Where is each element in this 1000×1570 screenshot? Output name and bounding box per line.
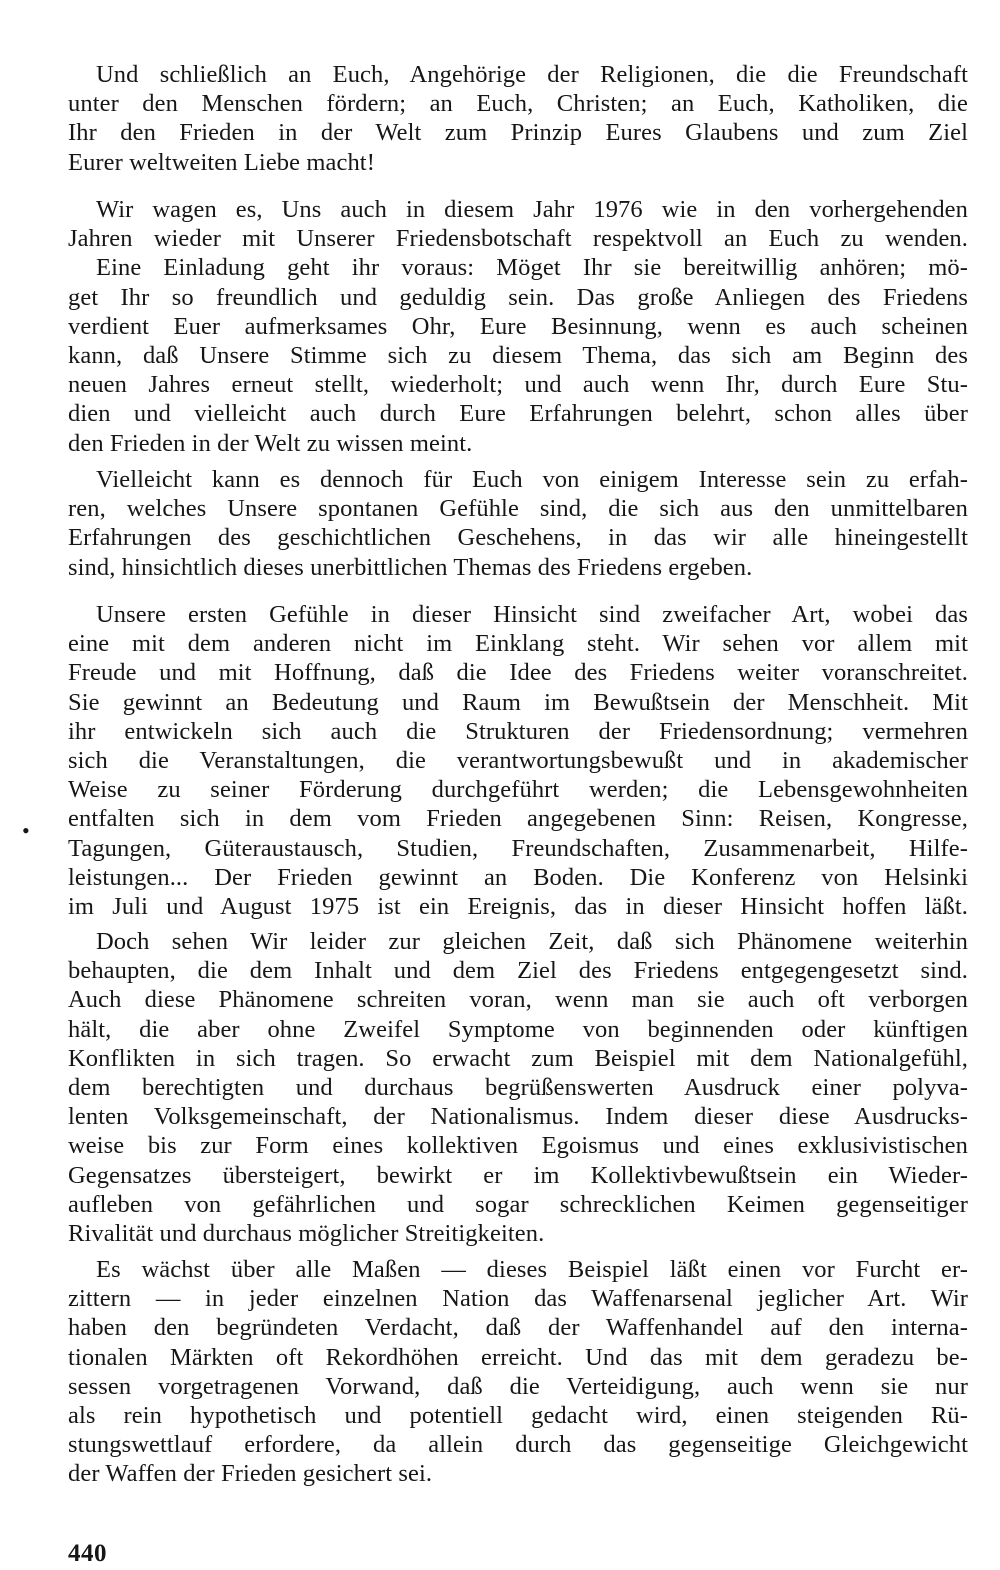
text-line: ren, welches Unsere spontanen Gefühle sind, die sich aus den unmittelbaren [68, 495, 968, 523]
text-line: Eurer weltweiten Liebe macht! [68, 148, 375, 176]
text-line: als rein hypothetisch und potentiell gedacht wird, einen steigenden Rü- [68, 1401, 968, 1429]
text-line: hält, die aber ohne Zweifel Symptome von beginnenden oder künftigen [68, 1015, 968, 1043]
text-line: sind, hinsichtlich dieses unerbittlichen Themas des Friedens ergeben. [68, 553, 753, 581]
text-line: get Ihr so freundlich und geduldig sein. Das große Anliegen des Friedens [68, 283, 968, 311]
text-line: Doch sehen Wir leider zur gleichen Zeit, daß sich Phänomene weiterhin [96, 928, 968, 955]
text-line: dien und vielleicht auch durch Eure Erfahrungen belehrt, schon alles über [68, 400, 968, 428]
text-line: stungswettlauf erfordere, da allein durch das gegenseitige Gleichgewicht [68, 1431, 968, 1459]
text-line: Eine Einladung geht ihr voraus: Möget Ihr sie bereitwillig anhören; mö- [96, 254, 968, 282]
paragraph-1 [68, 60, 968, 177]
paragraph-3 [68, 465, 968, 582]
text-line: kann, daß Unsere Stimme sich zu diesem Thema, das sich am Beginn des [68, 341, 968, 369]
text-line: Weise zu seiner Förderung durchgeführt werden; die Lebensgewohnheiten [68, 776, 968, 804]
text-line: unter den Menschen fördern; an Euch, Christen; an Euch, Katholiken, die [68, 90, 968, 118]
text-line: Tagungen, Güteraustausch, Studien, Freundschaften, Zusammenarbeit, Hilfe- [68, 834, 968, 862]
text-line: Vielleicht kann es dennoch für Euch von einigem Interesse sein zu erfah- [96, 466, 968, 493]
text-line: lenten Volksgemeinschaft, der Nationalismus. Indem dieser diese Ausdrucks- [68, 1103, 968, 1131]
text-line: ihr entwickeln sich auch die Strukturen der Friedensordnung; vermehren [68, 717, 968, 745]
text-line: Jahren wieder mit Unserer Friedensbotschaft respektvoll an Euch zu wenden. [68, 225, 968, 253]
text-line: entfalten sich in dem vom Frieden angegebenen Sinn: Reisen, Kongresse, [68, 805, 968, 833]
text-line: neuen Jahres erneut stellt, wiederholt; und auch wenn Ihr, durch Eure Stu- [68, 371, 968, 399]
text-line: haben den begründeten Verdacht, daß der Waffenhandel auf den interna- [68, 1314, 968, 1342]
text-line: behaupten, die dem Inhalt und dem Ziel des Friedens entgegengesetzt sind. [68, 957, 968, 985]
page-number: 440 [68, 1540, 107, 1567]
text-line: aufleben von gefährlichen und sogar schrecklichen Keimen gegenseitiger [68, 1190, 968, 1218]
paragraph-2 [68, 195, 968, 458]
text-line: Erfahrungen des geschichtlichen Geschehens, in das wir alle hineingestellt [68, 524, 968, 552]
text-line: tionalen Märkten oft Rekordhöhen erreicht. Und das mit dem geradezu be- [68, 1343, 968, 1371]
text-line: Und schließlich an Euch, Angehörige der Religionen, die die Freundschaft [96, 61, 968, 88]
text-line: Wir wagen es, Uns auch in diesem Jahr 1976 wie in den vorhergehenden [96, 196, 968, 223]
text-line: Es wächst über alle Maßen — dieses Beispiel läßt einen vor Furcht er- [96, 1256, 968, 1283]
text-line: leistungen... Der Frieden gewinnt an Boden. Die Konferenz von Helsinki [68, 863, 968, 891]
text-line: im Juli und August 1975 ist ein Ereignis, das in dieser Hinsicht hoffen läßt. [68, 892, 968, 920]
text-line: Unsere ersten Gefühle in dieser Hinsicht sind zweifacher Art, wobei das [96, 601, 968, 628]
text-line: verdient Euer aufmerksames Ohr, Eure Besinnung, wenn es auch scheinen [68, 312, 968, 340]
text-line: eine mit dem anderen nicht im Einklang steht. Wir sehen vor allem mit [68, 630, 968, 658]
text-line: der Waffen der Frieden gesichert sei. [68, 1460, 433, 1488]
text-line: Gegensatzes übersteigert, bewirkt er im Kollektivbewußtsein ein Wieder- [68, 1161, 968, 1189]
text-line: Sie gewinnt an Bedeutung und Raum im Bewußtsein der Menschheit. Mit [68, 688, 968, 716]
text-line: dem berechtigten und durchaus begrüßenswerten Ausdruck einer polyva- [68, 1073, 968, 1101]
text-line: zittern — in jeder einzelnen Nation das Waffenarsenal jeglicher Art. Wir [68, 1285, 968, 1313]
paragraph-5 [68, 927, 968, 1248]
text-line: Freude und mit Hoffnung, daß die Idee des Friedens weiter voranschreitet. [68, 659, 968, 687]
text-line: weise bis zur Form eines kollektiven Egoismus und eines exklusivistischen [68, 1132, 968, 1160]
text-line: sich die Veranstaltungen, die verantwortungsbewußt und in akademischer [68, 746, 968, 774]
text-line: Konflikten in sich tragen. So erwacht zum Beispiel mit dem Nationalgefühl, [68, 1044, 968, 1072]
text-line: Ihr den Frieden in der Welt zum Prinzip Eures Glaubens und zum Ziel [68, 119, 968, 147]
paragraph-4 [68, 600, 968, 921]
text-line: sessen vorgetragenen Vorwand, daß die Verteidigung, auch wenn sie nur [68, 1372, 968, 1400]
text-line: Auch diese Phänomene schreiten voran, wenn man sie auch oft verborgen [68, 986, 968, 1014]
text-line: den Frieden in der Welt zu wissen meint. [68, 429, 473, 457]
paragraph-6 [68, 1255, 968, 1489]
margin-mark: • [22, 818, 30, 843]
text-line: Rivalität und durchaus möglicher Streitigkeiten. [68, 1219, 545, 1247]
